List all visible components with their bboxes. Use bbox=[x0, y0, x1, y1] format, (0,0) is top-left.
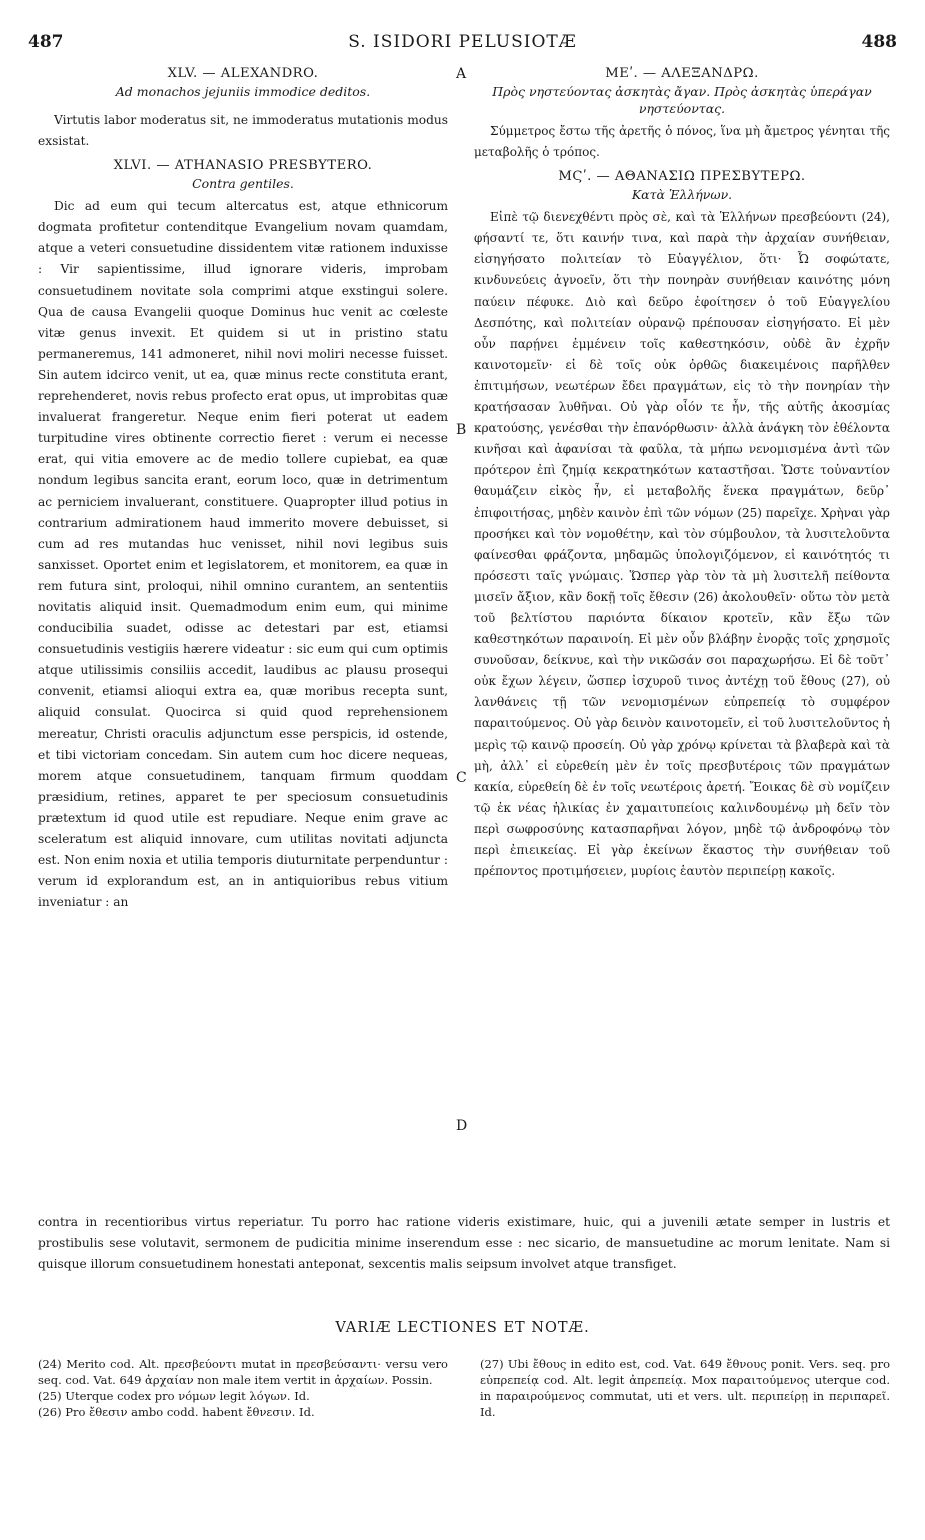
greek-epistle-45-subtitle: Πρὸς νηστεύοντας ἀσκητὰς ἄγαν. Πρὸς ἀσκητὰς ὑπεράγαν νηστεύοντας. bbox=[492, 84, 872, 116]
notes-title: VARIÆ LECTIONES ET NOTÆ. bbox=[335, 1320, 590, 1336]
page-number-left: 487 bbox=[28, 32, 64, 52]
greek-epistle-46-text: Εἰπὲ τῷ διενεχθέντι πρὸς σὲ, καὶ τὰ Ἑλλήνων πρεσβεύοντι (24), φήσαντί τε, ὅτι καινήν τινα, καὶ παρὰ τὴν ἀρχαίαν συνήθειαν, εἰσηγήσατο πολιτείαν τὸ Εὐαγγέλιον, ὅτι· Ὦ σοφώτατε, κινδυνεύεις ἀγνοεῖν, ὅτι τὴν πονηρὰν συνήθειαν καινότης μόνη παύειν πέφυκε. Διὸ καὶ δεῦρο ἐφοίτησεν ὁ τοῦ Εὐαγγελίου Δεσπότης, καὶ πολιτείαν οὐρανῷ πρέπουσαν εἰσηγήσατο. Εἰ μὲν οὖν παρῄνει ἐμμένειν τοῖς καθεστηκόσιν, οὐδὲ ἂν ἐχρῆν καινοτομεῖν· εἰ δὲ τοῖς οὐκ ὀρθῶς διακειμένοις παρῆλθεν ἐπιτιμήσων, νεωτέρων ἔδει πραγμάτων, εἰς τὸ τὴν πονηρίαν τὴν κρατήσασαν λυθῆναι. Οὐ γὰρ οἷόν τε ἦν, τῆς αὐτῆς ἀκοσμίας κρατούσης, γενέσθαι τὴν ἐπανόρθωσιν· ἀλλὰ ἀνάγκη τὸν ἐθέλοντα κινῆσαι καὶ ἀφανίσαι τὰ φαῦλα, τὰ μήπω νενομισμένα ἀντὶ τῶν πρότερον ἐπὶ ζημίᾳ κεκρατηκότων καταστῆσαι. Ὥστε τοὐναντίον θαυμάζειν εἰκὸς ἦν, εἰ μεταβολῆς ἕνεκα πραγμάτων, δεῦρ᾽ ἐπιφοιτήσας, μηδὲν καινὸν ἐπὶ τῶν νόμων (25) παρεῖχε. Χρὴναι γὰρ προσήκει καὶ τὸν νομοθέτην, καὶ τὸν σύμβουλον, τὰ λυσιτελοῦντα φαίνεσθαι φράζοντα, μηδαμῶς ὑπολογιζόμενον, εἰ καινότητός τι πρόσεστι ταῖς γνώμαις. Ὥσπερ γὰρ τὸν τὰ μὴ λυσιτελῆ πείθοντα μισεῖν ἄξιον, κἂν δοκῇ τοῖς ἔθεσιν (26) ἀκολουθεῖν· οὕτω τὸν μετὰ τοῦ βελτίστου παριόντα δίκαιον κροτεῖν, κἂν ἔξω τῶν καθεστηκότων παραινοίη. Εἰ μὲν οὖν βλάβην ἐνορᾷς τοῖς χρησμοῖς συνοῦσαν, δείκνυε, καὶ τὴν νικῶσάν σοι παραχωρήσω. Εἰ δὲ τοῦτ᾽ οὐκ ἔχων λέγειν, ὥσπερ ἰσχυροῦ τινος ἀντέχῃ τοῦ ἔθους (27), οὐ λανθάνεις τῇ τῶν νενομισμένων εὐπρεπείᾳ τὸ συμφέρον παραιτούμενος. Οὐ γὰρ δεινὸν καινοτομεῖν, εἰ τοῦ λυσιτελοῦντος ἡ μερὶς τῷ καινῷ προσείη. Οὐ γὰρ χρόνῳ κρίνεται τὰ βλαβερὰ καὶ τὰ μὴ, ἀλλ᾽ εἰ εὑρεθείη μὲν ἐν τοῖς πρεσβυτέροις τῶν πραγμάτων κακία, εὑρεθείη δὲ ἐν τοῖς νεωτέροις ἀρετή. Ἔοικας δὲ σὺ νομίζειν τῷ ἐκ νέας ἡλικίας ἐν χαμαιτυπείοις καλινδουμένῳ μὴ δεῖν τὸν περὶ σωφροσύνης κατασπαρῆναι λόγον, μηδὲ τῷ ἀνδροφόνῳ τὸν περὶ ἐπιεικείας. Εἰ γὰρ ἐκείνων ἕκαστος τὴν συνήθειαν τοῦ πρέποντος προτιμήσειεν, μυρίοις ἑαυτὸν περιπείρῃ κακοῖς. bbox=[474, 210, 890, 879]
latin-epistle-46-subtitle: Contra gentiles. bbox=[192, 176, 294, 192]
margin-marker-c: C bbox=[456, 770, 467, 786]
note-25: (25) Uterque codex pro νόμων legit λόγων. Id. bbox=[38, 1389, 310, 1403]
notes-left-column bbox=[38, 1356, 448, 1420]
latin-epistle-46-title: XLVI. — ATHANASIO PRESBYTERO. bbox=[113, 158, 373, 174]
greek-column bbox=[474, 64, 890, 882]
page-number-right: 488 bbox=[861, 32, 897, 52]
notes-right-column bbox=[480, 1356, 890, 1420]
latin-continuation: contra in recentioribus virtus reperiatur. Tu porro hac ratione videris existimare, huic, qui a juvenili ætate semper in lustris et prostibulis sese volutavit, sermonem de pudicitia minime inserendum esse : nec sicario, de mansuetudine ac morum lenitate. Nam si quisque illorum consuetudinem honestati anteponat, sexcentis malis seipsum involvet atque transfiget. bbox=[38, 1215, 890, 1272]
latin-epistle-45-title: XLV. — ALEXANDRO. bbox=[167, 66, 319, 81]
greek-epistle-45-title: ΜΕʹ. — ΑΛΕΞΑΝΔΡΩ. bbox=[605, 66, 759, 81]
note-27: (27) Ubi ἔθους in edito est, cod. Vat. 649 ἔθνους ponit. Vers. seq. pro εὐπρεπείᾳ cod. Alt. legit ἀπρεπείᾳ. Mox παραιτούμενος uterque cod. in παραιρούμενος commutat, uti et vers. ult. περιπείρῃ in περιπαρεῖ. Id. bbox=[480, 1357, 890, 1419]
latin-epistle-45-subtitle: Ad monachos jejuniis immodice deditos. bbox=[115, 84, 371, 99]
margin-marker-b: B bbox=[456, 422, 467, 438]
margin-marker-a: A bbox=[456, 66, 467, 82]
greek-epistle-46-title: ΜϚʹ. — ΑΘΑΝΑΣΙΩ ΠΡΕΣΒΥΤΕΡΩ. bbox=[558, 169, 806, 185]
page-header bbox=[28, 32, 897, 56]
note-24: (24) Merito cod. Alt. πρεσβεύοντι mutat in πρεσβεύσαντι· versu vero seq. cod. Vat. 649 ἀρχαίαν non male item vertit in ἀρχαίων. Possin. bbox=[38, 1357, 448, 1387]
note-26: (26) Pro ἔθεσιν ambo codd. habent ἔθνεσιν. Id. bbox=[38, 1405, 315, 1419]
margin-marker-d: D bbox=[456, 1118, 468, 1134]
greek-epistle-45-text: Σύμμετρος ἔστω τῆς ἀρετῆς ὁ πόνος, ἵνα μὴ ἄμετρος γένηται τῆς μεταβολῆς ὁ τρόπος. bbox=[474, 124, 890, 160]
latin-column bbox=[38, 64, 448, 913]
running-title: S. ISIDORI PELUSIOTÆ bbox=[348, 32, 577, 52]
latin-epistle-45-text: Virtutis labor moderatus sit, ne immoderatus mutationis modus exsistat. bbox=[38, 113, 448, 149]
latin-epistle-46-text: Dic ad eum qui tecum altercatus est, atque ethnicorum dogmata profitetur contenditque Evangelium novam quamdam, atque a veteri consuetudine dissidentem vitæ rationem induxisse : Vir sapientissime, illud ignorare videris, improbam consuetudinem novitate sola comprimi atque exstingui solere. Qua de causa Evangelii quoque Dominus huc venit ac cœleste vitæ genus invexit. Et quidem si ut in pristino statu permaneremus, 141 admoneret, nihil novi moliri necesse fuisset. Sin autem idcirco venit, ut ea, quæ minus recte constituta erant, reprehenderet, novis rebus profecto erat opus, ut improbitas quæ invaluerat frangeretur. Neque enim fieri poterat ut eadem turpitudine vires obtinente correctio fieret : verum ei necesse erat, qui vitia emovere ac de medio tollere cupiebat, ea quæ nondum legibus sancita erant, eorum loco, quæ in detrimentum ac perniciem invaluerant, constituere. Quapropter illud potius in contrarium admirationem haud immerito movere debuisset, si cum ad res mutandas huc venisset, nihil novi legibus suis sanxisset. Oportet enim et legislatorem, et monitorem, ea quæ in rem futura sint, proloqui, nihil omnino curantem, an sententiis novitatis aliquid insit. Quemadmodum enim eum, qui minime conducibilia suadet, odisse ac detestari par est, etiamsi consuetudinis vestigiis hærere videatur : sic eum qui cum optimis atque utilissimis consiliis accedit, laudibus ac plausu prosequi convenit, etiamsi alioqui extra ea, quæ moribus recepta sunt, aliquid consulat. Quocirca si quid quod reprehensionem mereatur, Christi oraculis adjunctum esse perspicis, id ostende, et tibi victoriam concedam. Sin autem cum hoc dicere nequeas, morem atque consuetudinem, tanquam firmum quoddam præsidium, retines, apparet te per speciosum consuetudinis prætextum id quod utile est repudiare. Neque enim grave ac sceleratum est aliquid innovare, cum utilitas novitati adjuncta est. Non enim noxia et utilia temporis diuturnitate perpenduntur : verum id explorandum est, an in antiquioribus rebus vitium inveniatur : an bbox=[38, 199, 448, 910]
greek-epistle-46-subtitle: Κατὰ Ἑλλήνων. bbox=[631, 187, 733, 203]
